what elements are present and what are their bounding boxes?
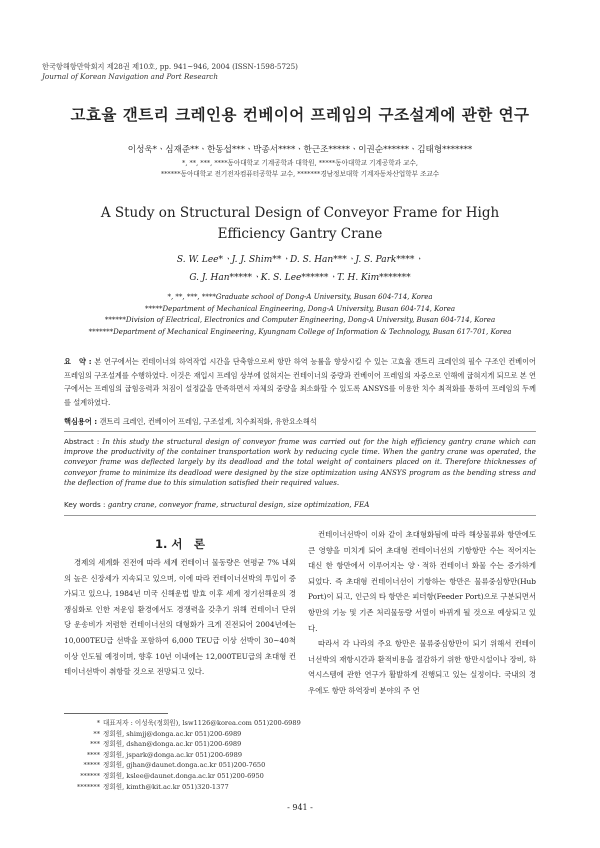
- footnote: [66, 771, 301, 782]
- korean-abstract: [64, 355, 536, 409]
- footnote: [66, 760, 301, 771]
- page-number: - 941 -: [287, 803, 313, 812]
- korean-abstract-text: 본 연구에서는 컨테이너의 하역작업 시간을 단축함으로써 항만 하역 능률을 향상시킬 수 있는 고효율 갠트리 크레인의 필수 구조인 컨베이어 프레임의 구조설계를 수행하였다. 이것은 재입시 프레임 상부에 얹혀지는 컨테이너의 중량과 컨베이어 프레임의 자중으로 인해에 굽혀지게 되므로 본 연구에서는 프레임의 굽힘응력과 처짐이 설정값을 만족하면서 자체의 중량을 최소화할 수 있도록 ANSYS를 이용한 치수 최적화를 통하여 프레임의 두께를 설계하였다.: [64, 357, 536, 407]
- english-affiliation-line: *****Department of Mechanical Engineering, Dong-A University, Busan 604-714, Korea: [144, 304, 456, 313]
- footnote-mark: *****: [83, 761, 100, 770]
- body-column-right: [308, 527, 536, 699]
- english-abstract-label: Abstract :: [64, 437, 100, 446]
- footnote-text: 정회원, jspark@donga.ac.kr 051)200-6989: [103, 750, 243, 759]
- body-paragraph: 따라서 각 나라의 주요 항만은 물류중심항만이 되기 위해서 컨테이너선박의 재항시간과 환적비용을 절감하기 위한 항만시설이나 장비, 하역시스템에 관한 연구가 활발하게 진행되고 있는 실정이다. 국내의 경우에도 항만 하역장비 분야의 주 연: [308, 639, 536, 695]
- footnote: [66, 739, 301, 750]
- footnote: [66, 782, 301, 793]
- footnote-mark: **: [93, 729, 100, 738]
- body-paragraph: 컨테이너선박이 이와 같이 초대형화됨에 따라 해상물류와 항만에도 큰 영향을 미치게 되어 초대형 컨테이너선의 기항항만 수는 적어지는 대신 한 항만에서 이루어지는 양ㆍ적하 컨테이너 화물 수는 증가하게 되었다. 즉 초대형 컨테이너선이 기항하는 항만은 물류중심항만(Hub Port)이 되고, 인근의 타 항만은 피더항(Feeder Port)으로 구분되면서 항만의 기능 및 기존 처리물동량 서열이 바뀌게 될 것으로 예상되고 있다.: [308, 530, 536, 633]
- footnote-mark: ****: [86, 750, 100, 759]
- footnote-mark: *******: [76, 782, 100, 791]
- footnote-divider: [64, 713, 168, 714]
- english-keywords-label: Key words :: [64, 500, 106, 509]
- english-abstract: [64, 437, 536, 488]
- footnote-text: 대표저자 : 이성욱(정회원), lsw1126@korea.com 051)200-6989: [103, 719, 301, 727]
- abstract-divider: [64, 431, 536, 432]
- korean-keywords-text: 갠트리 크레인, 컨베이어 프레임, 구조설계, 치수최적화, 유한요소해석: [99, 417, 317, 426]
- korean-authors: 이성욱*ㆍ심재준**ㆍ한동섭***ㆍ박종서****ㆍ한근조*****ㆍ이권순******ㆍ김태형*******: [127, 145, 473, 155]
- english-title-line: A Study on Structural Design of Conveyor Frame for High: [100, 205, 500, 221]
- english-abstract-text: In this study the structural design of conveyor frame was carried out for the high efficiency gantry crane which can improve the productivity of the container transportation work by reducing cycle time. When the gantry crane was operated, the conveyor frame was deflected largely by its deadload and the total weight of containers placed on it. Therefore thicknesses of conveyor frame to minimize its deadload were designed by the size optimization using ANSYS program as the bending stress and the deflection of frame due to this simulation satisfied their required values.: [64, 437, 536, 487]
- footnote-mark: ******: [80, 771, 100, 780]
- english-authors: [0, 251, 600, 287]
- journal-header-korean: 한국항해항만학회지 제28권 제10호, pp. 941~946, 2004 (ISSN-1598-5725): [42, 62, 298, 71]
- journal-header: [42, 62, 298, 82]
- footnotes: [66, 718, 301, 792]
- footnote: [66, 750, 301, 761]
- korean-title: 고효율 갠트리 크레인용 컨베이어 프레임의 구조설계에 관한 연구: [70, 106, 530, 124]
- english-affiliation-line: *, **, ***, ****Graduate school of Dong-A University, Busan 604-714, Korea: [167, 293, 433, 301]
- korean-affiliation-line: ******동아대학교 전기전자컴퓨터공학부 교수, *******경남정보대학 기계자동차산업학부 조교수: [160, 170, 440, 178]
- korean-affiliation-line: *, **, ***, ****동아대학교 기계공학과 대학원, *****동아대학교 기계공학과 교수,: [182, 159, 418, 167]
- korean-affiliations: [0, 158, 600, 180]
- korean-keywords-label: 핵심용어 :: [64, 417, 98, 426]
- footnote-mark: *: [96, 719, 100, 727]
- footnote-text: 정회원, shimjj@donga.ac.kr 051)200-6989: [103, 729, 242, 738]
- body-paragraph: 경제의 세계화 진전에 따라 세계 컨테이너 물동량은 연평균 7% 내외의 높은 신장세가 지속되고 있으며, 이에 따라 컨테이너선박의 투입이 증가되고 있으나, 1984년 미국 신해운법 발효 이후 세계 정기선해운의 경쟁심화로 인한 저운임 환경에서도 경쟁력을 갖추기 위해 컨테이너 단위당 운송비가 저렴한 컨테이너선의 대형화가 크게 진전되어 2004년에는 10,000TEU급 선박을 포함하여 6,000 TEU급 이상 선박이 30~40척 이상 인도될 예정이며, 향후 10년 이내에는 12,000TEU급의 초대형 컨테이너선박이 취항할 것으로 전망되고 있다.: [64, 558, 296, 677]
- footnote-mark: ***: [90, 740, 100, 749]
- english-keywords-text: gantry crane, conveyor frame, structural design, size optimization, FEA: [107, 500, 370, 509]
- body-column-left: [64, 555, 296, 680]
- korean-keywords: [64, 417, 536, 427]
- footnote-text: 정회원, kslee@daunet.donga.ac.kr 051)200-6950: [103, 771, 264, 780]
- english-title: [0, 203, 600, 245]
- footnote-text: 정회원, kimth@kit.ac.kr 051)320-1377: [103, 782, 229, 791]
- footnote: [66, 729, 301, 740]
- english-affiliations: [0, 292, 600, 338]
- english-authors-line: S. W. Lee*ㆍJ. J. Shim**ㆍD. S. Han***ㆍJ. S. Park****ㆍ: [176, 255, 424, 265]
- footnote: [66, 718, 301, 729]
- journal-header-english: Journal of Korean Navigation and Port Research: [42, 72, 218, 81]
- footnote-text: 정회원, gjhan@daunet.donga.ac.kr 051)200-7650: [103, 761, 266, 770]
- english-affiliation-line: ******Division of Electrical, Electronics and Computer Engineering, Dong-A University, Busan 604-714, Korea: [104, 316, 496, 324]
- footnote-text: 정회원, dshan@donga.ac.kr 051)200-6989: [103, 740, 242, 749]
- english-keywords: [64, 500, 536, 509]
- section-heading-introduction: 1. 서 론: [154, 537, 206, 551]
- korean-abstract-label: 요 약 :: [64, 357, 92, 366]
- english-title-line: Efficiency Gantry Crane: [217, 226, 383, 242]
- english-authors-line: G. J. Han*****ㆍK. S. Lee******ㆍT. H. Kim*******: [189, 273, 411, 283]
- english-affiliation-line: *******Department of Mechanical Engineering, Kyungnam College of Information & Technology, Busan 617-701, Korea: [88, 327, 512, 336]
- keywords-divider: [64, 515, 536, 516]
